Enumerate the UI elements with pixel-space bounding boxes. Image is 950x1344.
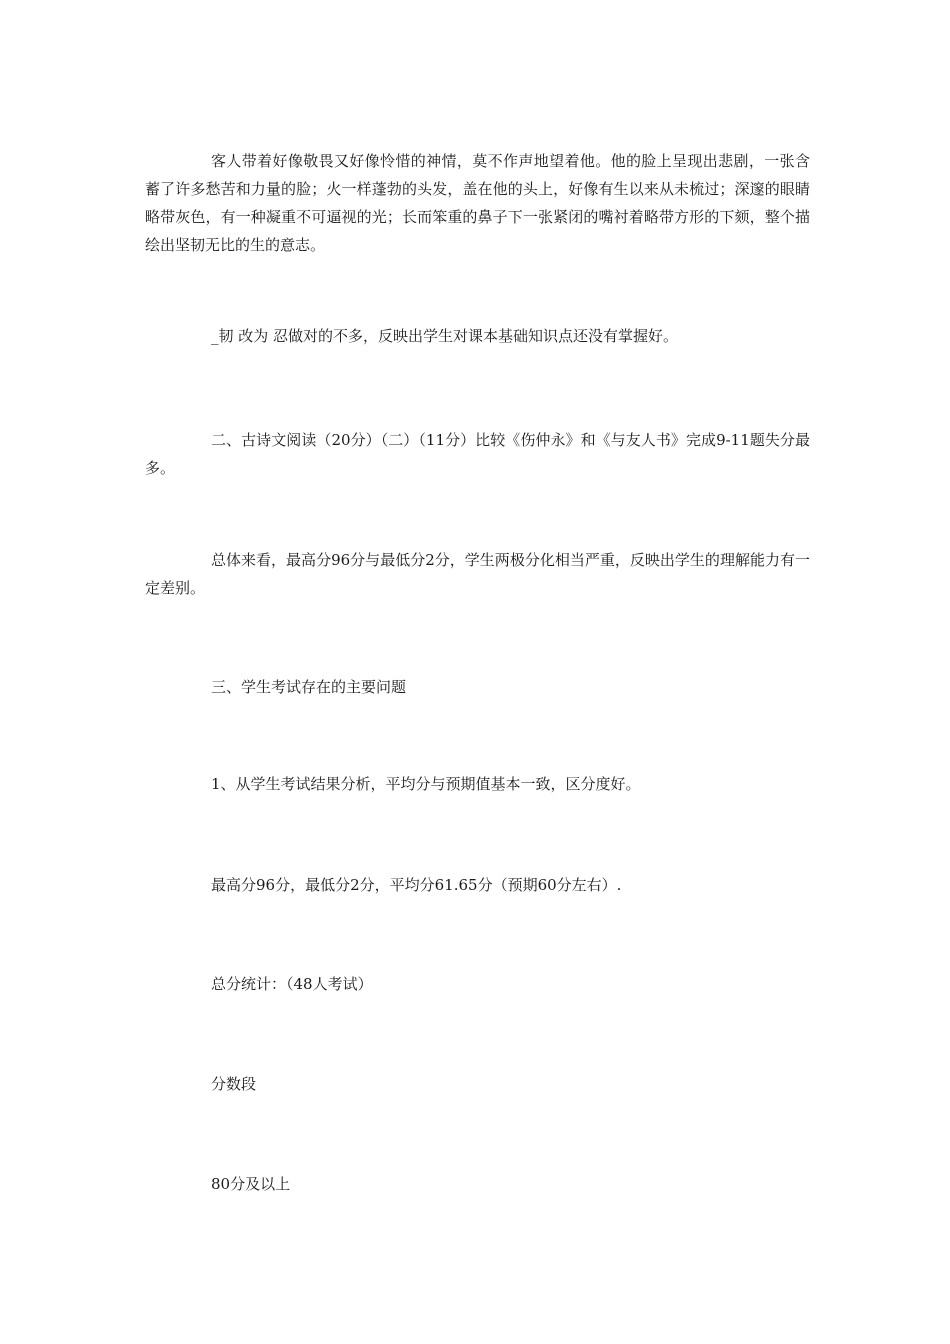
paragraph-overall-summary: 总体来看，最高分96分与最低分2分，学生两极分化相当严重，反映出学生的理解能力有一定差别。 — [145, 551, 810, 597]
paragraph-passage-excerpt: 客人带着好像敬畏又好像怜惜的神情，莫不作声地望着他。他的脸上呈现出悲剧，一张含蓄了许多愁苦和力量的脸；火一样蓬勃的头发，盖在他的头上，好像有生以来从未梳过；深邃的眼睛略带灰色，有一种凝重不可逼视的光；长而笨重的鼻子下一张紧闭的嘴衬着略带方形的下颏，整个描绘出坚韧无比的生的意志。 — [145, 152, 810, 254]
paragraph-score-range-80: 80分及以上 — [211, 1175, 291, 1193]
paragraph-classical-reading: 二、古诗文阅读（20分）（二）（11分）比较《伤仲永》和《与友人书》完成9-11题失分最多。 — [145, 431, 810, 477]
paragraph-score-range-header: 分数段 — [211, 1075, 257, 1093]
paragraph-typo-note: _韧 改为 忍做对的不多，反映出学生对课本基础知识点还没有掌握好。 — [211, 327, 679, 345]
section-heading-main-problems: 三、学生考试存在的主要问题 — [211, 678, 407, 696]
paragraph-result-analysis: 1、从学生考试结果分析，平均分与预期值基本一致，区分度好。 — [211, 775, 641, 793]
paragraph-total-stats: 总分统计：（48人考试） — [211, 975, 373, 993]
paragraph-score-stats: 最高分96分，最低分2分，平均分61.65分（预期60分左右）. — [211, 876, 622, 894]
